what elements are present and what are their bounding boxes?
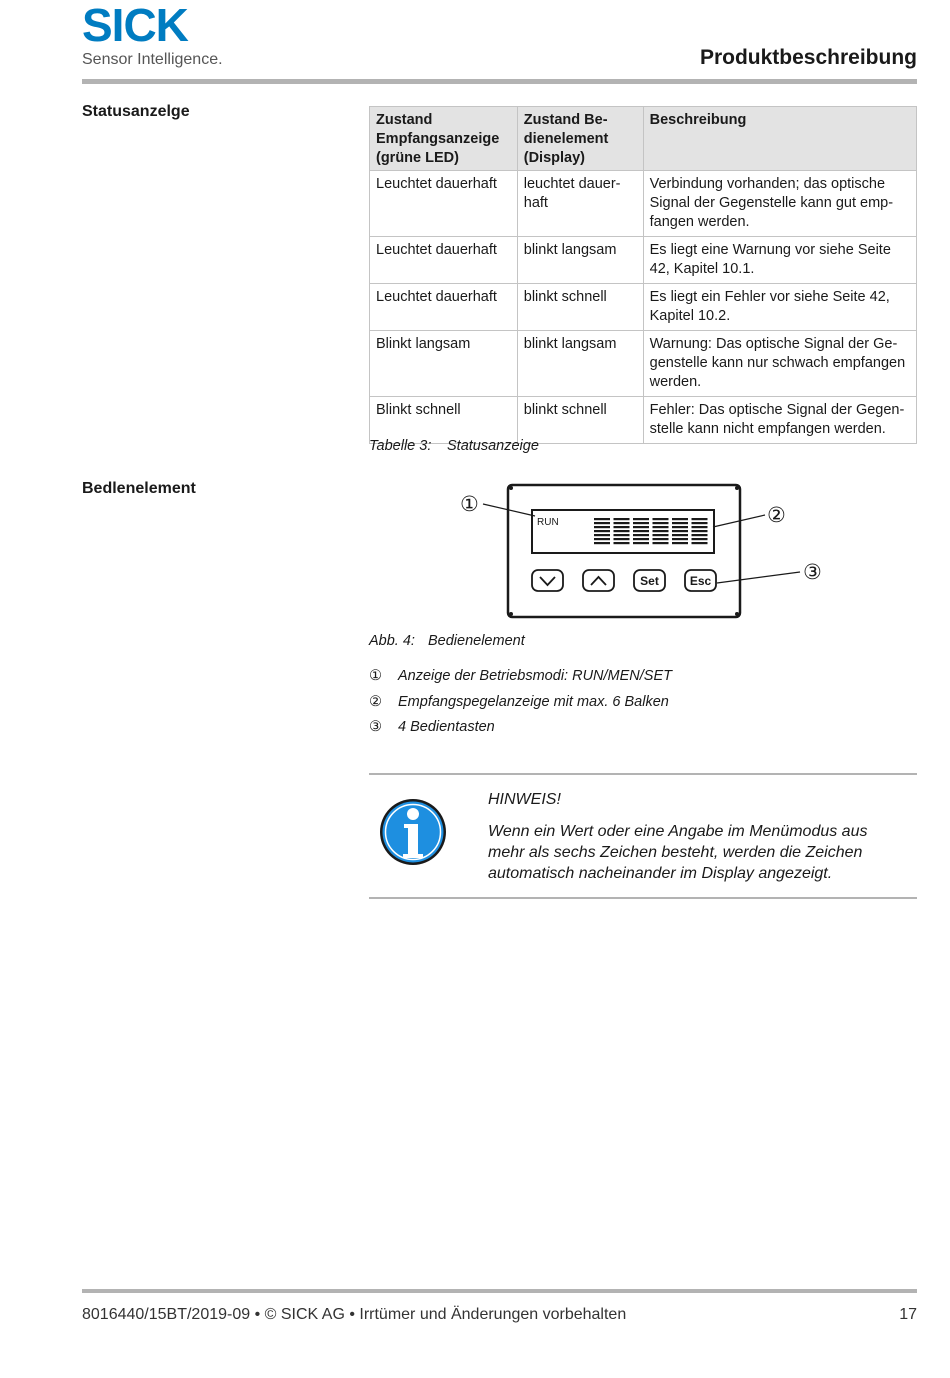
table-cell: blinkt langsam (517, 237, 643, 284)
legend-text: 4 Bedientasten (398, 719, 495, 735)
callout-marker-3: ③ (803, 560, 822, 584)
up-button[interactable] (583, 570, 614, 591)
legend-text: Empfangspegelanzeige mit max. 6 Balken (398, 693, 669, 710)
table-cell: Es liegt ein Fehler vor siehe Seite 42, Kapitel 10.2. (643, 284, 916, 331)
sick-logo: SICK (82, 0, 188, 51)
table-header-row (370, 107, 917, 171)
table-caption-number: Tabelle 3: (369, 438, 432, 454)
figure-caption (369, 633, 525, 649)
callout-marker-1: ① (460, 492, 479, 516)
table-caption (369, 438, 539, 454)
frame-screw (735, 486, 739, 490)
frame-screw (735, 612, 739, 616)
footer-divider (82, 1289, 917, 1293)
table-cell: Verbindung vorhanden; das optische Signal der Gegenstelle kann gut empfangen werden. (643, 171, 916, 237)
set-button[interactable] (634, 570, 665, 591)
table-header-cell: Zustand Bedienelement (Display) (517, 107, 643, 171)
status-table (369, 106, 917, 444)
table-row (370, 397, 917, 444)
info-icon (378, 797, 448, 867)
section-heading-control: Bedlenelement (82, 480, 196, 497)
note-text: Wenn ein Wert oder eine Angabe im Menümodus aus mehr als sechs Zeichen besteht, werden die Zeichen automatisch nacheinander im Display angezeigt. (488, 823, 868, 882)
table-cell: Leuchtet dauerhaft (370, 284, 518, 331)
table-cell: Es liegt eine Warnung vor siehe Seite 42, Kapitel 10.1. (643, 237, 916, 284)
table-cell: blinkt langsam (517, 331, 643, 397)
set-button-label: Set (640, 574, 659, 588)
esc-button-label: Esc (689, 574, 712, 588)
page-title: Produktbeschreibung (699, 46, 917, 69)
frame-screw (509, 486, 513, 490)
legend-item (369, 668, 672, 694)
esc-button[interactable] (685, 570, 716, 591)
down-button[interactable] (532, 570, 563, 591)
table-cell: Leuchtet dauerhaft (370, 171, 518, 237)
legend-marker: ① (369, 668, 382, 684)
table-row (370, 284, 917, 331)
table-row (370, 237, 917, 284)
header-divider (82, 79, 917, 84)
frame-screw (509, 612, 513, 616)
table-header-cell: Zustand Empfangsanzeige (grüne LED) (370, 107, 518, 171)
logo-tagline: Sensor Intelligence. (82, 51, 223, 68)
note-title: HINWEIS! (488, 791, 561, 808)
table-cell: Blinkt langsam (370, 331, 518, 397)
figure-legend (369, 668, 672, 745)
note-bottom-rule (369, 897, 917, 899)
table-cell: blinkt schnell (517, 397, 643, 444)
footer-text: 8016440/15BT/2019-09 • © SICK AG • Irrtümer und Änderungen vorbehalten (82, 1306, 627, 1323)
section-heading-status: Statusanzelge (82, 103, 190, 120)
legend-marker: ③ (369, 719, 382, 735)
page-number: 17 (899, 1306, 917, 1323)
table-cell: blinkt schnell (517, 284, 643, 331)
table-cell: leuchtet dauerhaft (517, 171, 643, 237)
figure-caption-text: Bedienelement (428, 633, 525, 649)
control-panel-figure (455, 480, 835, 622)
legend-text: Anzeige der Betriebsmodi: RUN/MEN/SET (398, 668, 672, 684)
legend-item (369, 694, 672, 720)
legend-item (369, 719, 672, 745)
table-cell: Leuchtet dauerhaft (370, 237, 518, 284)
display-mode-text: RUN (537, 517, 559, 528)
table-row (370, 331, 917, 397)
table-caption-text: Statusanzeige (447, 438, 539, 454)
figure-caption-number: Abb. 4: (369, 633, 415, 649)
table-header-cell: Beschreibung (643, 107, 916, 171)
note-top-rule (369, 773, 917, 775)
table-cell: Fehler: Das optische Signal der Gegenstelle kann nicht empfangen werden. (643, 397, 916, 444)
table-row (370, 171, 917, 237)
callout-marker-2: ② (767, 503, 786, 527)
table-cell: Blinkt schnell (370, 397, 518, 444)
table-cell: Warnung: Das optische Signal der Gegenstelle kann nur schwach empfangen werden. (643, 331, 916, 397)
legend-marker: ② (369, 693, 382, 710)
